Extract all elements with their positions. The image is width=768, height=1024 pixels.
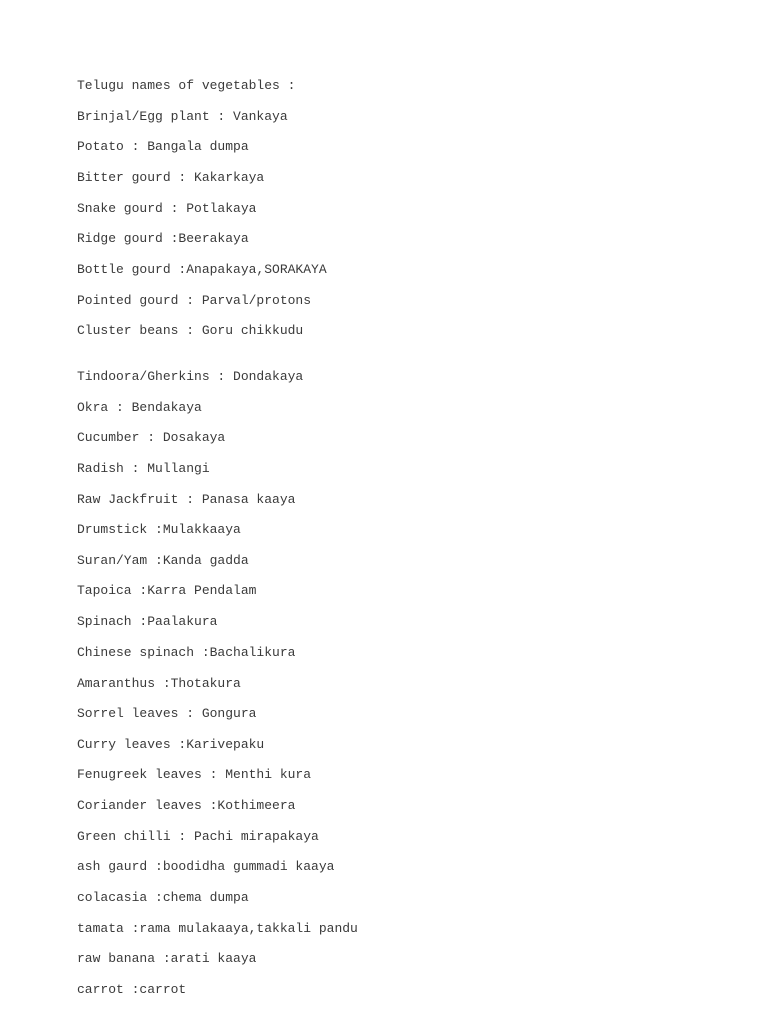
document-heading: Telugu names of vegetables : (77, 78, 296, 93)
vegetable-line: Coriander leaves :Kothimeera (77, 798, 296, 813)
vegetable-line: Drumstick :Mulakkaaya (77, 522, 241, 537)
vegetable-line: tamata :rama mulakaaya,takkali pandu (77, 921, 358, 936)
vegetable-line: Raw Jackfruit : Panasa kaaya (77, 492, 296, 507)
vegetable-line: Green chilli : Pachi mirapakaya (77, 829, 319, 844)
vegetable-line: raw banana :arati kaaya (77, 951, 257, 966)
vegetable-line: Snake gourd : Potlakaya (77, 201, 257, 216)
vegetable-line: Chinese spinach :Bachalikura (77, 645, 296, 660)
vegetable-line: Sorrel leaves : Gongura (77, 706, 257, 721)
vegetable-line: Curry leaves :Karivepaku (77, 737, 265, 752)
vegetable-line: carrot :carrot (77, 982, 187, 997)
vegetable-line: Pointed gourd : Parval/protons (77, 293, 312, 308)
vegetable-line: Bottle gourd :Anapakaya,SORAKAYA (77, 262, 327, 277)
vegetable-line: Suran/Yam :Kanda gadda (77, 553, 249, 568)
vegetable-line: Potato : Bangala dumpa (77, 139, 249, 154)
vegetable-line: ash gaurd :boodidha gummadi kaaya (77, 859, 335, 874)
vegetable-line: Brinjal/Egg plant : Vankaya (77, 109, 288, 124)
vegetable-line: Bitter gourd : Kakarkaya (77, 170, 265, 185)
vegetable-line: colacasia :chema dumpa (77, 890, 249, 905)
vegetable-line: Tapoica :Karra Pendalam (77, 583, 257, 598)
vegetable-line: Cluster beans : Goru chikkudu (77, 323, 304, 338)
vegetable-line: Ridge gourd :Beerakaya (77, 231, 249, 246)
vegetable-line: Tindoora/Gherkins : Dondakaya (77, 369, 304, 384)
vegetable-line: Spinach :Paalakura (77, 614, 218, 629)
vegetable-line: Radish : Mullangi (77, 461, 210, 476)
vegetable-line: Fenugreek leaves : Menthi kura (77, 767, 312, 782)
vegetable-line: Okra : Bendakaya (77, 400, 202, 415)
vegetable-line: Amaranthus :Thotakura (77, 676, 241, 691)
vegetable-line: Cucumber : Dosakaya (77, 430, 226, 445)
